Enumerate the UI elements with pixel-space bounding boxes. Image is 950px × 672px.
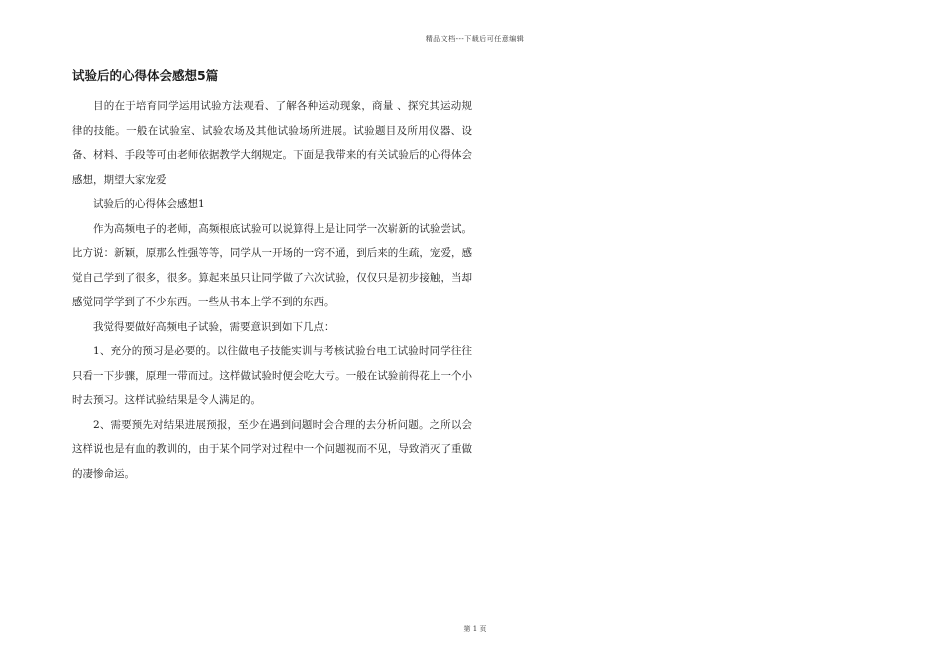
page-header: 精品文档---下载后可任意编辑	[425, 35, 525, 43]
section-heading-1: 试验后的心得体会感想1	[93, 198, 205, 210]
paragraph-point-1: 1、充分的预习是必要的。以往做电子技能实训与考核试验台电工试验时同学往往只看一下步骤，原理一带而过。这样做试验时便会吃大亏。一般在试验前得花上一个小时去预习。这样试验结果是令人满足的。	[72, 345, 472, 406]
document-body	[72, 66, 472, 486]
document-title: 试验后的心得体会感想5篇	[72, 68, 219, 83]
paragraph-teacher-experience: 作为高频电子的老师，高频根底试验可以说算得上是让同学一次崭新的试验尝试。比方说：新颖，原那么性强等等，同学从一开场的一窍不通，到后来的生疏，宠爱，感觉自己学到了很多，很多。算起来虽只让同学做了六次试验，仅仅只是初步接触，当却感觉同学学到了不少东西。一些从书本上学不到的东西。	[72, 222, 472, 308]
page-number: 第 1 页	[463, 625, 487, 633]
paragraph-key-points-intro: 我觉得要做好高频电子试验，需要意识到如下几点：	[93, 320, 335, 333]
paragraph-point-2: 2、需要预先对结果进展预报，至少在遇到问题时会合理的去分析问题。之所以会这样说也是有血的教训的，由于某个同学对过程中一个问题视而不见，导致消灭了重做的凄惨命运。	[72, 418, 472, 480]
paragraph-intro: 目的在于培育同学运用试验方法观看、了解各种运动现象，商量 、探究其运动规律的技能。一般在试验室、试验农场及其他试验场所进展。试验题目及所用仪器、设备、材料、手段等可由老师依据教学大纲规定。下面是我带来的有关试验后的心得体会感想，期望大家宠爱	[72, 100, 472, 186]
